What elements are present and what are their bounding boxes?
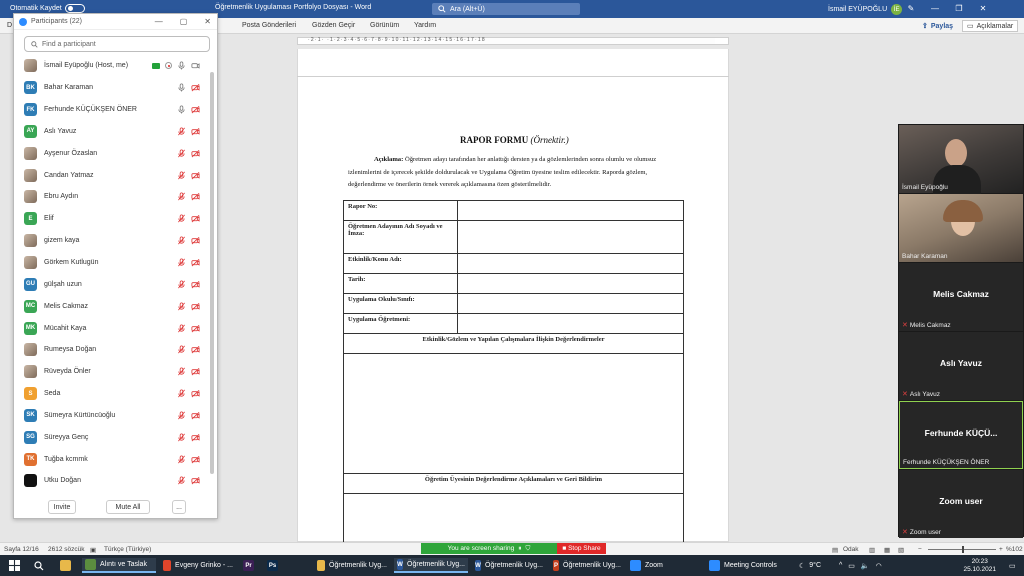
video-tile-name: Zoom user — [939, 496, 983, 506]
participant-status-icons — [177, 192, 200, 201]
video-tile-label-text: Melis Cakmaz — [909, 321, 951, 329]
horizontal-ruler[interactable] — [297, 37, 729, 45]
camera-off-icon[interactable] — [191, 389, 200, 398]
row-label-teacher: Uygulama Öğretmeni: — [344, 314, 458, 334]
focus-mode[interactable]: Odak — [843, 546, 859, 553]
participant-name: gizem kaya — [44, 237, 80, 245]
participant-row[interactable] — [14, 164, 212, 186]
microphone-icon[interactable] — [177, 61, 186, 70]
participant-status-icons — [177, 236, 200, 245]
taskbar-app[interactable] — [472, 558, 546, 573]
avatar: BK — [24, 81, 37, 94]
video-tile-label — [902, 528, 941, 536]
stop-share-label: Stop Share — [568, 545, 601, 552]
participant-name: Sümeyra Kürtüncüoğlu — [44, 411, 116, 419]
start-button[interactable] — [6, 558, 23, 573]
report-description — [348, 154, 663, 192]
weather-temperature: 9°C — [809, 562, 822, 569]
zoom-out-icon[interactable]: − — [918, 546, 922, 553]
tray-overflow-icon[interactable]: ^ — [839, 562, 843, 569]
participant-row[interactable] — [14, 55, 212, 77]
row-label-date: Tarih: — [344, 274, 458, 294]
participant-name: Ebru Aydın — [44, 193, 79, 201]
more-options-button[interactable]: ... — [172, 500, 186, 514]
participant-list — [14, 55, 212, 492]
participant-name: Rumeysa Doğan — [44, 346, 97, 354]
cell-activity[interactable] — [458, 254, 684, 274]
app-icon — [163, 560, 171, 571]
camera-off-icon[interactable] — [191, 411, 200, 420]
word-count[interactable]: 2612 sözcük — [48, 546, 85, 553]
row-label-report-no: Rapor No: — [344, 201, 458, 221]
participant-row[interactable] — [14, 208, 212, 230]
camera-off-icon[interactable] — [191, 433, 200, 442]
zoom-level[interactable]: %102 — [1006, 546, 1023, 553]
camera-off-icon[interactable] — [191, 171, 200, 180]
report-form-heading — [460, 135, 569, 145]
video-tile-name: Melis Cakmaz — [933, 289, 989, 299]
app-icon: Pr — [243, 560, 254, 571]
participant-name: Aslı Yavuz — [44, 127, 77, 135]
taskbar-clock[interactable] — [963, 558, 996, 574]
proofing-icon[interactable]: ▣ — [90, 547, 97, 554]
video-tile-label-text: Bahar Karaman — [902, 253, 948, 260]
file-explorer[interactable] — [57, 558, 74, 573]
taskbar-app-label: Alıntı ve Taslak — [100, 561, 147, 568]
participant-status-icons — [177, 476, 200, 485]
participant-status-icons — [177, 171, 200, 180]
video-tile-label — [902, 184, 948, 191]
cell-candidate[interactable] — [458, 221, 684, 254]
restore-icon[interactable]: ❐ — [955, 3, 963, 13]
participant-status-icons — [177, 83, 200, 92]
invite-button[interactable]: Invite — [48, 500, 76, 514]
moon-icon: ☾ — [799, 562, 806, 570]
camera-off-icon[interactable] — [191, 192, 200, 201]
microphone-muted-icon[interactable] — [177, 171, 186, 180]
participant-status-icons — [177, 389, 200, 398]
zoom-logo-icon — [19, 18, 27, 26]
screen-share-text: You are screen sharing — [447, 545, 515, 552]
close-icon[interactable]: ✕ — [979, 3, 987, 13]
participant-name: Süreyya Genç — [44, 433, 89, 441]
cell-feedback[interactable] — [344, 494, 684, 543]
autosave-toggle[interactable] — [65, 4, 85, 13]
participant-status-icons — [177, 214, 200, 223]
folder-icon — [60, 560, 71, 571]
document-title: Öğretmenlik Uygulaması Portfolyo Dosyası - Word — [215, 4, 372, 11]
maximize-icon[interactable]: ▢ — [179, 17, 188, 26]
participant-name: Mücahit Kaya — [44, 324, 87, 332]
section-evaluations-header: Etkinlik/Gözlem ve Yapılan Çalışmalara İlişkin Değerlendirmeler — [344, 334, 684, 354]
avatar: S — [24, 387, 37, 400]
avatar: E — [24, 212, 37, 225]
taskbar-search[interactable] — [31, 558, 47, 573]
table-row — [344, 314, 684, 334]
avatar: MK — [24, 322, 37, 335]
participant-name: Ferhunde KÜÇÜKŞEN ÖNER — [44, 106, 137, 114]
participant-row[interactable] — [14, 295, 212, 317]
zoom-slider[interactable] — [928, 549, 996, 550]
participant-row[interactable] — [14, 317, 212, 339]
camera-off-icon[interactable] — [191, 83, 200, 92]
taskbar-app[interactable] — [240, 558, 260, 573]
taskbar-app-label: Zoom — [645, 562, 663, 569]
video-tile-label — [902, 390, 940, 398]
video-tile[interactable] — [899, 125, 1023, 193]
print-layout-icon[interactable]: ▥ — [869, 547, 876, 554]
microphone-icon[interactable] — [177, 105, 186, 114]
microphone-muted-icon[interactable] — [177, 302, 186, 311]
camera-off-icon[interactable] — [191, 127, 200, 136]
microphone-muted-icon[interactable] — [177, 280, 186, 289]
table-row — [344, 474, 684, 494]
participant-name: Seda — [44, 390, 61, 398]
participant-name: Utku Doğan — [44, 477, 81, 485]
shield-icon[interactable]: ⛉ — [525, 544, 531, 552]
taskbar-app-label: Öğretmenlik Uyg... — [485, 562, 543, 569]
taskbar-app-label: Öğretmenlik Uyg... — [563, 562, 621, 569]
user-name: İsmail EYÜPOĞLU — [828, 6, 888, 13]
taskbar-app[interactable] — [264, 558, 284, 573]
camera-off-icon[interactable] — [191, 345, 200, 354]
participant-status-icons — [177, 127, 200, 136]
microphone-muted-icon: ✕ — [902, 529, 908, 536]
participant-name: Rüveyda Önler — [44, 368, 91, 376]
table-row — [344, 294, 684, 314]
tab-review[interactable]: Gözden Geçir — [312, 22, 356, 29]
app-icon — [630, 560, 641, 571]
participant-row[interactable] — [14, 426, 212, 448]
microphone-muted-icon[interactable] — [177, 192, 186, 201]
avatar — [24, 343, 37, 356]
taskbar-app[interactable] — [706, 558, 790, 573]
microphone-icon[interactable] — [177, 83, 186, 92]
participant-row[interactable] — [14, 186, 212, 208]
avatar: FK — [24, 103, 37, 116]
avatar: AY — [24, 125, 37, 138]
video-tile[interactable] — [899, 332, 1023, 400]
row-label-activity: Etkinlik/Konu Adı: — [344, 254, 458, 274]
microphone-muted-icon[interactable] — [177, 433, 186, 442]
taskbar-app[interactable] — [314, 558, 390, 573]
participant-status-icons — [177, 149, 200, 158]
video-tile-label — [902, 253, 948, 260]
close-icon[interactable]: ✕ — [204, 17, 211, 26]
pen-icon[interactable]: ✎ — [907, 3, 915, 13]
avatar — [24, 365, 37, 378]
camera-off-icon[interactable] — [191, 149, 200, 158]
microphone-muted-icon[interactable] — [177, 455, 186, 464]
avatar — [24, 190, 37, 203]
tab-truncated[interactable]: D — [7, 22, 13, 29]
participants-footer — [14, 496, 217, 518]
share-icon: ⇪ — [922, 23, 928, 30]
participant-row[interactable] — [14, 252, 212, 274]
camera-off-icon[interactable] — [191, 302, 200, 311]
taskbar-app[interactable] — [627, 558, 701, 573]
notifications-icon[interactable]: ▭ — [1009, 562, 1016, 570]
participant-status-icons — [177, 280, 200, 289]
description-text: Öğretmen adayı tarafından her anlattığı dersten ya da gözlemlerinden sonra olumlu ve olumsuz izlenimlerini de içerecek şekilde doldurulacak ve Uygulama Öğretim üyesine teslim edilecektir. Raporda gözlem, değerlendirme ve önerilerin örnek vererek açıklamasına özen gösterilmelidir. — [348, 156, 657, 188]
participant-row[interactable] — [14, 383, 212, 405]
video-tile-label-text: İsmail Eyüpoğlu — [902, 184, 948, 191]
participant-row[interactable] — [14, 121, 212, 143]
taskbar-app[interactable] — [394, 558, 468, 573]
participant-search-placeholder: Find a participant — [42, 40, 96, 48]
camera-off-icon[interactable] — [191, 258, 200, 267]
participant-status-icons — [152, 61, 200, 70]
app-icon: P — [553, 560, 559, 571]
video-tile[interactable] — [899, 263, 1023, 331]
participant-search-input[interactable] — [24, 36, 210, 52]
taskbar-app-label: Öğretmenlik Uyg... — [329, 562, 387, 569]
video-tile-label-text: Ferhunde KÜÇÜKŞEN ÖNER — [903, 459, 990, 466]
participant-face — [945, 139, 967, 167]
screen-share-bar — [421, 543, 606, 554]
app-icon: W — [475, 560, 481, 571]
participant-name: Tuğba kcmmk — [44, 455, 88, 463]
web-layout-icon[interactable]: ▧ — [898, 547, 905, 554]
word-search-placeholder: Ara (Alt+Ü) — [450, 5, 485, 13]
app-icon: Ps — [267, 560, 278, 571]
network-icon[interactable]: ▭ — [848, 562, 855, 570]
video-tile[interactable] — [899, 470, 1023, 538]
table-row — [344, 494, 684, 543]
report-form-title: RAPOR FORMU — [460, 135, 529, 145]
microphone-muted-icon[interactable] — [177, 236, 186, 245]
taskbar-app-label: Meeting Controls — [724, 562, 777, 569]
section-feedback-header: Öğretim Üyesinin Değerlendirme Açıklamaları ve Geri Bildirim — [344, 474, 684, 494]
participant-name: Elif — [44, 215, 54, 223]
table-row — [344, 221, 684, 254]
tab-view[interactable]: Görünüm — [370, 22, 400, 29]
share-button[interactable] — [918, 20, 957, 32]
cell-date[interactable] — [458, 274, 684, 294]
page-break — [297, 76, 729, 77]
screen-share-status[interactable] — [421, 543, 557, 554]
microphone-muted-icon[interactable] — [177, 367, 186, 376]
avatar: GU — [24, 278, 37, 291]
participant-status-icons — [177, 367, 200, 376]
table-row — [344, 334, 684, 354]
zoom-in-icon[interactable]: + — [999, 546, 1003, 553]
minimize-icon[interactable]: — — [154, 17, 163, 26]
microphone-muted-icon[interactable] — [177, 149, 186, 158]
minimize-icon[interactable]: — — [931, 3, 939, 13]
avatar — [24, 147, 37, 160]
video-tile-label-text: Zoom user — [909, 528, 941, 536]
avatar — [24, 234, 37, 247]
participants-title: Participants (22) — [31, 18, 82, 25]
row-label-candidate: Öğretmen Adayının Adı Soyadı ve İmza: — [344, 221, 458, 254]
video-tile-label — [902, 321, 951, 329]
avatar: SK — [24, 409, 37, 422]
camera-off-icon[interactable] — [191, 214, 200, 223]
video-tile[interactable] — [899, 401, 1023, 469]
table-row — [344, 354, 684, 474]
clock-date: 25.10.2021 — [963, 566, 996, 573]
cell-school[interactable] — [458, 294, 684, 314]
stop-icon: ■ — [562, 545, 569, 552]
word-search-box[interactable] — [432, 3, 580, 15]
participant-row[interactable] — [14, 77, 212, 99]
microphone-muted-icon: ✕ — [902, 391, 908, 398]
app-icon: W — [397, 559, 403, 570]
participant-list-scrollbar[interactable] — [210, 72, 214, 474]
ruler-numbers: ·2·1· ·1·2·3·4·5·6·7·8·9·10·11·12·13·14·15·16·17·18 — [308, 37, 486, 43]
participant-status-icons — [177, 411, 200, 420]
avatar: TK — [24, 453, 37, 466]
row-label-school: Uygulama Okulu/Sınıfı: — [344, 294, 458, 314]
panel-window-controls — [155, 17, 211, 26]
tab-help[interactable]: Yardım — [414, 22, 437, 29]
avatar: MC — [24, 300, 37, 313]
camera-off-icon[interactable] — [191, 455, 200, 464]
video-tile-name: Aslı Yavuz — [940, 358, 982, 368]
camera-off-icon[interactable] — [191, 324, 200, 333]
participant-status-icons — [177, 433, 200, 442]
microphone-muted-icon[interactable] — [177, 389, 186, 398]
page-count[interactable]: Sayfa 12/16 — [4, 546, 39, 553]
microphone-muted-icon[interactable] — [177, 324, 186, 333]
user-account[interactable] — [828, 4, 902, 15]
microphone-muted-icon[interactable] — [177, 214, 186, 223]
microphone-muted-icon[interactable] — [177, 258, 186, 267]
participant-row[interactable] — [14, 99, 212, 121]
description-label: Açıklama: — [374, 156, 404, 163]
video-tile-name: Ferhunde KÜÇÜ... — [924, 428, 998, 438]
microphone-muted-icon[interactable] — [177, 345, 186, 354]
windows-logo-icon — [9, 560, 20, 571]
camera-icon[interactable] — [191, 61, 200, 70]
camera-off-icon[interactable] — [191, 476, 200, 485]
focus-icon[interactable]: ▤ — [832, 547, 839, 554]
video-tile-label — [903, 459, 989, 466]
microphone-muted-icon: ✕ — [902, 322, 908, 329]
windows-taskbar — [0, 555, 1024, 576]
wifi-icon[interactable]: ◠ — [875, 562, 882, 570]
comments-button[interactable] — [962, 20, 1018, 32]
participant-row[interactable] — [14, 361, 212, 383]
table-row — [344, 201, 684, 221]
video-badge-icon — [152, 63, 160, 69]
record-icon — [165, 62, 172, 69]
avatar — [24, 59, 37, 72]
participant-name: Candan Yatmaz — [44, 171, 94, 179]
participant-name: İsmail Eyüpoğlu (Host, me) — [44, 62, 129, 70]
system-tray — [836, 558, 885, 573]
taskbar-app-label: Evgeny Grinko - ... — [175, 562, 233, 569]
participant-row[interactable] — [14, 448, 212, 470]
microphone-muted-icon[interactable] — [177, 476, 186, 485]
comments-label: Açıklamalar — [976, 22, 1014, 30]
mute-all-button[interactable]: Mute All — [106, 500, 150, 514]
report-form-note: (Örnektir.) — [530, 135, 569, 145]
autosave-label: Otomatik Kaydet — [10, 5, 62, 12]
search-icon — [438, 5, 446, 13]
participant-status-icons — [177, 345, 200, 354]
participants-panel — [13, 13, 218, 519]
app-icon — [317, 560, 325, 571]
user-avatar: İE — [891, 4, 902, 15]
participant-row[interactable] — [14, 273, 212, 295]
avatar — [24, 474, 37, 487]
video-gallery — [898, 124, 1024, 537]
app-icon — [709, 560, 720, 571]
participant-name: Melis Cakmaz — [44, 302, 88, 310]
share-label: Paylaş — [930, 22, 954, 30]
participant-name: Ayşenur Özaslan — [44, 149, 98, 157]
participant-status-icons — [177, 455, 200, 464]
participant-row[interactable] — [14, 339, 212, 361]
search-icon — [31, 41, 38, 48]
autosave-control[interactable] — [10, 4, 85, 13]
participants-header — [14, 14, 217, 30]
search-icon — [34, 561, 44, 571]
avatar: SG — [24, 431, 37, 444]
video-tile-label-text: Aslı Yavuz — [909, 390, 940, 398]
camera-off-icon[interactable] — [191, 367, 200, 376]
participant-name: Bahar Karaman — [44, 84, 94, 92]
camera-off-icon[interactable] — [191, 105, 200, 114]
taskbar-app[interactable] — [160, 558, 236, 573]
participant-name: gülşah uzun — [44, 280, 82, 288]
table-row — [344, 254, 684, 274]
taskbar-app[interactable] — [82, 558, 156, 573]
taskbar-app-label: Öğretmenlik Uyg... — [407, 561, 465, 568]
table-row — [344, 274, 684, 294]
pause-icon[interactable]: ⏸ — [518, 544, 522, 552]
microphone-muted-icon[interactable] — [177, 127, 186, 136]
app-icon — [85, 559, 96, 570]
window-controls — [906, 2, 988, 14]
participant-status-icons — [177, 302, 200, 311]
participant-hair — [943, 200, 983, 222]
video-tile[interactable] — [899, 194, 1023, 262]
cell-evaluations[interactable] — [344, 354, 684, 474]
participant-status-icons — [177, 258, 200, 267]
participant-row[interactable] — [14, 405, 212, 427]
participant-row[interactable] — [14, 142, 212, 164]
camera-off-icon[interactable] — [191, 236, 200, 245]
avatar — [24, 169, 37, 182]
cell-teacher[interactable] — [458, 314, 684, 334]
camera-off-icon[interactable] — [191, 280, 200, 289]
read-mode-icon[interactable]: ▦ — [884, 547, 891, 554]
weather-widget[interactable] — [796, 558, 824, 573]
comment-icon: ▭ — [967, 23, 974, 30]
clock-time: 20:23 — [971, 558, 988, 565]
language-indicator[interactable]: Türkçe (Türkiye) — [104, 546, 152, 553]
cell-report-no[interactable] — [458, 201, 684, 221]
stop-share-button[interactable] — [557, 543, 606, 554]
participant-status-icons — [177, 105, 200, 114]
taskbar-app[interactable] — [550, 558, 624, 573]
participant-name: Görkem Kutlugün — [44, 259, 99, 267]
participant-row[interactable] — [14, 230, 212, 252]
microphone-muted-icon[interactable] — [177, 411, 186, 420]
report-form-table — [343, 200, 684, 543]
volume-icon[interactable]: 🔈 — [860, 562, 870, 570]
tab-mailings[interactable]: Posta Gönderileri — [242, 22, 297, 29]
avatar — [24, 256, 37, 269]
participant-row[interactable] — [14, 470, 212, 492]
participant-status-icons — [177, 324, 200, 333]
